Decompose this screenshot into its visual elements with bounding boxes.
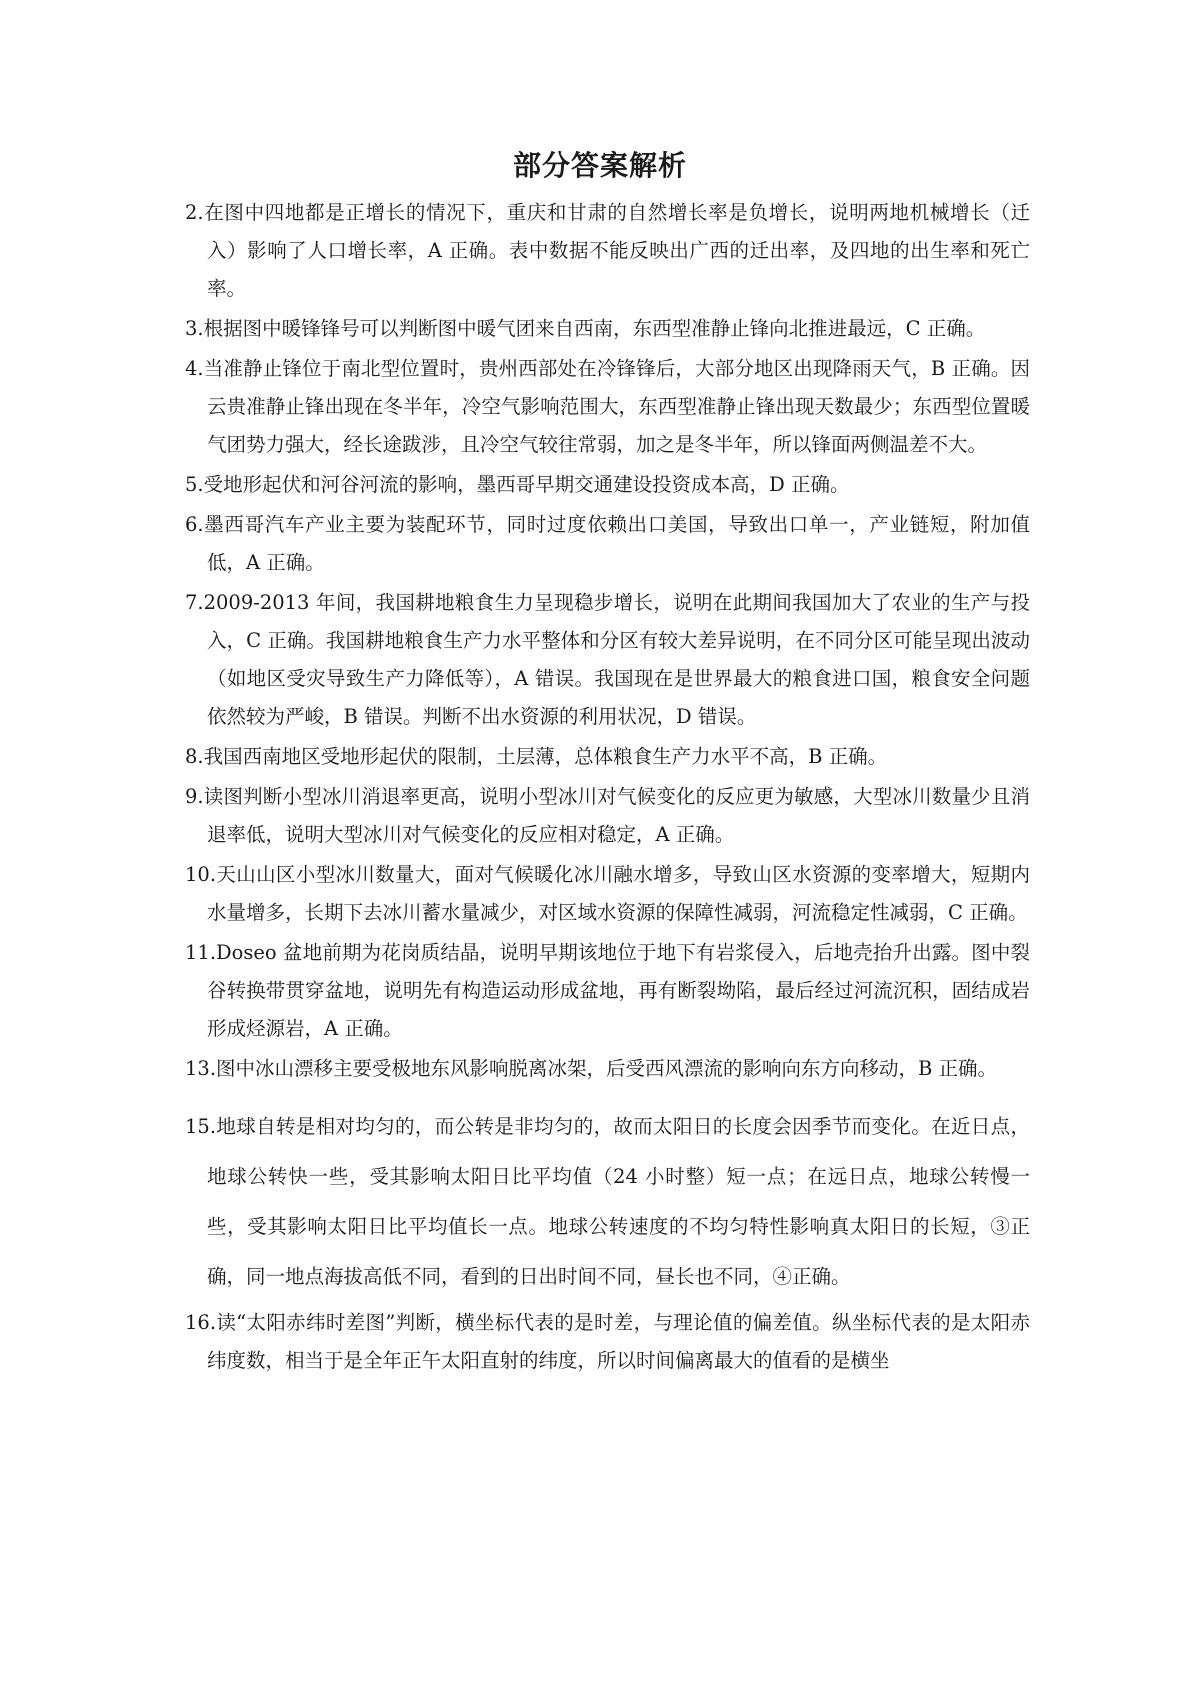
answer-item-4: 4.当准静止锋位于南北型位置时，贵州西部处在冷锋锋后，大部分地区出现降雨天气，B 正确。因云贵准静止锋出现在冬半年，冷空气影响范围大，东西型准静止锋出现天数最少；东西型位置暖气团势力强大，经长途跋涉，且冷空气较往常弱，加之是冬半年，所以锋面两侧温差不大。 xyxy=(185,357,1030,456)
answer-item-6: 6.墨西哥汽车产业主要为装配环节，同时过度依赖出口美国，导致出口单一，产业链短，附加值低，A 正确。 xyxy=(185,513,1030,574)
answer-item-3: 3.根据图中暖锋锋号可以判断图中暖气团来自西南，东西型准静止锋向北推进最远，C 正确。 xyxy=(185,317,986,340)
answer-item-9: 9.读图判断小型冰川消退率更高，说明小型冰川对气候变化的反应更为敏感，大型冰川数量少且消退率低，说明大型冰川对气候变化的反应相对稳定，A 正确。 xyxy=(185,785,1030,846)
answer-item-5: 5.受地形起伏和河谷河流的影响，墨西哥早期交通建设投资成本高，D 正确。 xyxy=(185,473,850,496)
answer-list xyxy=(185,194,1030,1382)
document-title: 部分答案解析 xyxy=(512,149,687,182)
answer-item-11: 11.Doseo 盆地前期为花岗质结晶，说明早期该地位于地下有岩浆侵入，后地壳抬升出露。图中裂谷转换带贯穿盆地，说明先有构造运动形成盆地，再有断裂坳陷，最后经过河流沉积，固结成岩形成烃源岩，A 正确。 xyxy=(185,941,1030,1040)
answer-item-13: 13.图中冰山漂移主要受极地东风影响脱离冰架，后受西风漂流的影响向东方向移动，B 正确。 xyxy=(185,1057,998,1080)
answer-item-10: 10.天山山区小型冰川数量大，面对气候暖化冰川融水增多，导致山区水资源的变率增大，短期内水量增多，长期下去冰川蓄水量减少，对区域水资源的保障性减弱，河流稳定性减弱，C 正确。 xyxy=(185,863,1030,924)
answer-item-2: 2.在图中四地都是正增长的情况下，重庆和甘肃的自然增长率是负增长，说明两地机械增长（迁入）影响了人口增长率，A 正确。表中数据不能反映出广西的迁出率，及四地的出生率和死亡率。 xyxy=(185,201,1030,300)
answer-item-16: 16.读“太阳赤纬时差图”判断，横坐标代表的是时差，与理论值的偏差值。纵坐标代表的是太阳赤纬度数，相当于是全年正午太阳直射的纬度，所以时间偏离最大的值看的是横坐 xyxy=(185,1311,1030,1372)
answer-item-8: 8.我国西南地区受地形起伏的限制，土层薄，总体粮食生产力水平不高，B 正确。 xyxy=(185,745,888,768)
answer-item-7: 7.2009-2013 年间，我国耕地粮食生力呈现稳步增长，说明在此期间我国加大了农业的生产与投入，C 正确。我国耕地粮食生产力水平整体和分区有较大差异说明，在不同分区可能呈现出波动（如地区受灾导致生产力降低等），A 错误。我国现在是世界最大的粮食进口国，粮食安全问题依然较为严峻，B 错误。判断不出水资源的利用状况，D 错误。 xyxy=(185,591,1030,728)
answer-item-15: 15.地球自转是相对均匀的，而公转是非均匀的，故而太阳日的长度会因季节而变化。在近日点，地球公转快一些，受其影响太阳日比平均值（24 小时整）短一点；在远日点，地球公转慢一些，受其影响太阳日比平均值长一点。地球公转速度的不均匀特性影响真太阳日的长短，③正确，同一地点海拔高低不同，看到的日出时间不同，昼长也不同，④正确。 xyxy=(185,1115,1030,1288)
